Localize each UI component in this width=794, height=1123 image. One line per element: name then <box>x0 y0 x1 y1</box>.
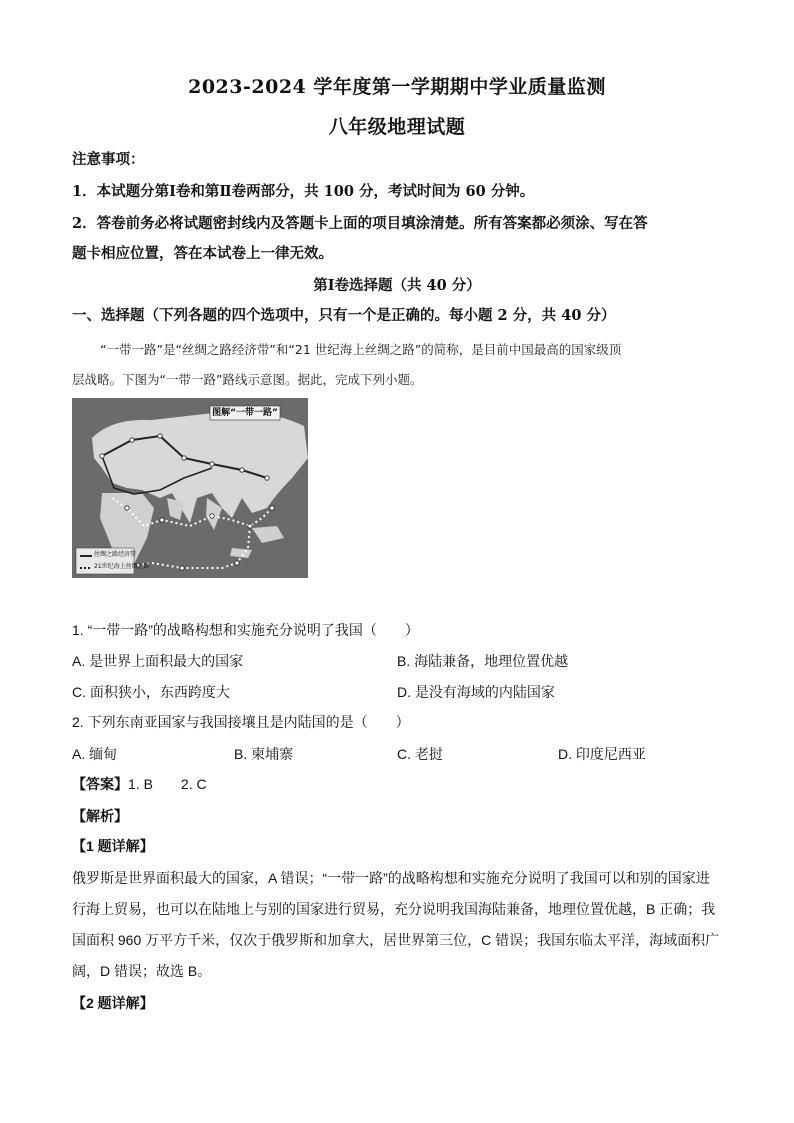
notice-item-1: 1．本试题分第Ⅰ卷和第Ⅱ卷两部分，共 100 分，考试时间为 60 分钟。 <box>72 183 535 200</box>
answer-label: 【答案】 <box>72 776 128 792</box>
map-legend-belt: 丝绸之路经济带 <box>94 551 137 558</box>
map-legend-maritime: 21世纪海上丝绸之路 <box>94 563 150 570</box>
notice-item-2-line-2: 题卡相应位置，答在本试卷上一律无效。 <box>72 245 333 262</box>
question-1-stem: 1. “一带一路”的战略构想和实施充分说明了我国（ ） <box>72 622 419 638</box>
belt-road-map <box>72 398 308 578</box>
detail-1-line-2: 行海上贸易，也可以在陆地上与别的国家进行贸易，充分说明我国海陆兼备，地理位置优越，B 正确；我 <box>72 901 716 917</box>
question-2-option-b[interactable]: B. 柬埔寨 <box>234 746 294 762</box>
question-1-option-c[interactable]: C. 面积狭小，东西跨度大 <box>72 684 230 700</box>
intro-line-1: “一带一路”是“丝绸之路经济带”和“21 世纪海上丝绸之路”的简称，是目前中国最高的国家级顶 <box>100 342 622 357</box>
detail-1-line-1: 俄罗斯是世界面积最大的国家，A 错误；“一带一路”的战略构想和实施充分说明了我国可以和别的国家进 <box>72 870 710 886</box>
exam-subtitle: 八年级地理试题 <box>328 116 466 138</box>
question-1-option-b[interactable]: B. 海陆兼备，地理位置优越 <box>397 653 569 669</box>
notice-heading: 注意事项： <box>72 151 145 168</box>
question-2-option-a[interactable]: A. 缅甸 <box>72 746 118 762</box>
detail-1-line-3: 国面积 960 万平方千米，仅次于俄罗斯和加拿大，居世界第三位，C 错误；我国东临太平洋，海域面积广 <box>72 932 720 948</box>
section-heading: 一、选择题（下列各题的四个选项中，只有一个是正确的。每小题 2 分，共 40 分） <box>72 307 616 324</box>
answer-line <box>72 774 732 794</box>
question-2-option-c[interactable]: C. 老挝 <box>397 746 443 762</box>
map-title: 图解“一带一路” <box>212 408 278 418</box>
intro-line-2: 层战略。下图为“一带一路”路线示意图。据此，完成下列小题。 <box>72 372 423 387</box>
detail-2-label: 【2 题详解】 <box>72 995 154 1011</box>
question-2-stem: 2. 下列东南亚国家与我国接壤且是内陆国的是（ ） <box>72 714 410 730</box>
question-2-option-d[interactable]: D. 印度尼西亚 <box>558 746 646 762</box>
analysis-label: 【解析】 <box>72 808 128 824</box>
question-1-option-a[interactable]: A. 是世界上面积最大的国家 <box>72 653 244 669</box>
detail-1-line-4: 阔，D 错误；故选 B。 <box>72 963 212 979</box>
notice-item-2-line-1: 2．答卷前务必将试题密封线内及答题卡上面的项目填涂清楚。所有答案都必须涂、写在答 <box>72 215 648 232</box>
answer-value: 1. B 2. C <box>128 776 207 792</box>
section-title: 第Ⅰ卷选择题（共 40 分） <box>313 277 481 294</box>
exam-title: 2023-2024 学年度第一学期期中学业质量监测 <box>188 76 606 98</box>
question-1-option-d[interactable]: D. 是没有海域的内陆国家 <box>397 684 555 700</box>
detail-1-label: 【1 题详解】 <box>72 838 154 854</box>
